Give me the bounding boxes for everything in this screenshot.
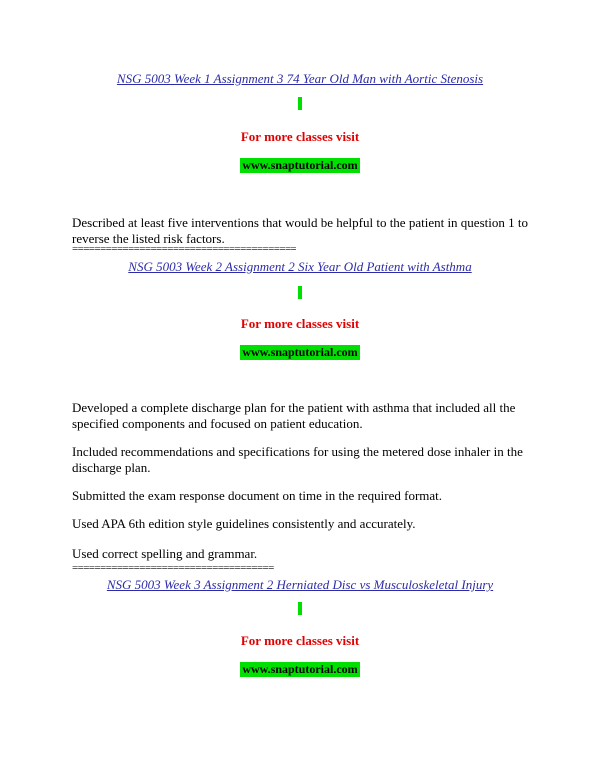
section-2-paragraph-4: Used APA 6th edition style guidelines consistently and accurately.: [72, 516, 416, 531]
section-1-site-wrap: [0, 156, 600, 174]
section-3-site-wrap: [0, 660, 600, 678]
section-3-title-wrap: [0, 576, 600, 594]
section-1-site-link[interactable]: www.snaptutorial.com: [242, 158, 358, 172]
section-1-paragraph-1: Described at least five interventions that would be helpful to the patient in question 1 to reverse the listed risk factors.: [72, 215, 528, 246]
section-2-title-link[interactable]: NSG 5003 Week 2 Assignment 2 Six Year Old Patient with Asthma: [128, 259, 472, 274]
section-2-paragraph-1: Developed a complete discharge plan for the patient with asthma that included all the specified components and focused on patient education.: [72, 400, 516, 431]
green-marker: [298, 602, 302, 615]
section-2-paragraph-3: Submitted the exam response document on time in the required format.: [72, 488, 443, 503]
green-marker: [298, 97, 302, 110]
section-1-divider: ========================================: [72, 244, 297, 255]
section-1-title-link[interactable]: NSG 5003 Week 1 Assignment 3 74 Year Old Man with Aortic Stenosis: [116, 71, 484, 86]
section-2-visit-text: For more classes visit: [240, 316, 360, 331]
section-2-title-wrap: [0, 258, 600, 276]
section-2-divider: ====================================: [72, 563, 274, 574]
section-3-visit-text: For more classes visit: [240, 633, 360, 648]
section-2-visit-wrap: [0, 315, 600, 333]
section-2-site-wrap: [0, 343, 600, 361]
section-2-site-link[interactable]: www.snaptutorial.com: [242, 345, 358, 359]
green-marker: [298, 286, 302, 299]
section-3-site-link[interactable]: www.snaptutorial.com: [242, 662, 358, 676]
section-1-visit-text: For more classes visit: [240, 129, 360, 144]
section-2-paragraph-5: Used correct spelling and grammar.: [72, 546, 258, 561]
section-3-title-link[interactable]: NSG 5003 Week 3 Assignment 2 Herniated Disc vs Musculoskeletal Injury: [106, 577, 494, 592]
section-1-visit-wrap: [0, 128, 600, 146]
section-2-paragraph-2: Included recommendations and specifications for using the metered dose inhaler in the discharge plan.: [72, 444, 523, 475]
section-3-visit-wrap: [0, 632, 600, 650]
section-1-title-wrap: [0, 70, 600, 88]
